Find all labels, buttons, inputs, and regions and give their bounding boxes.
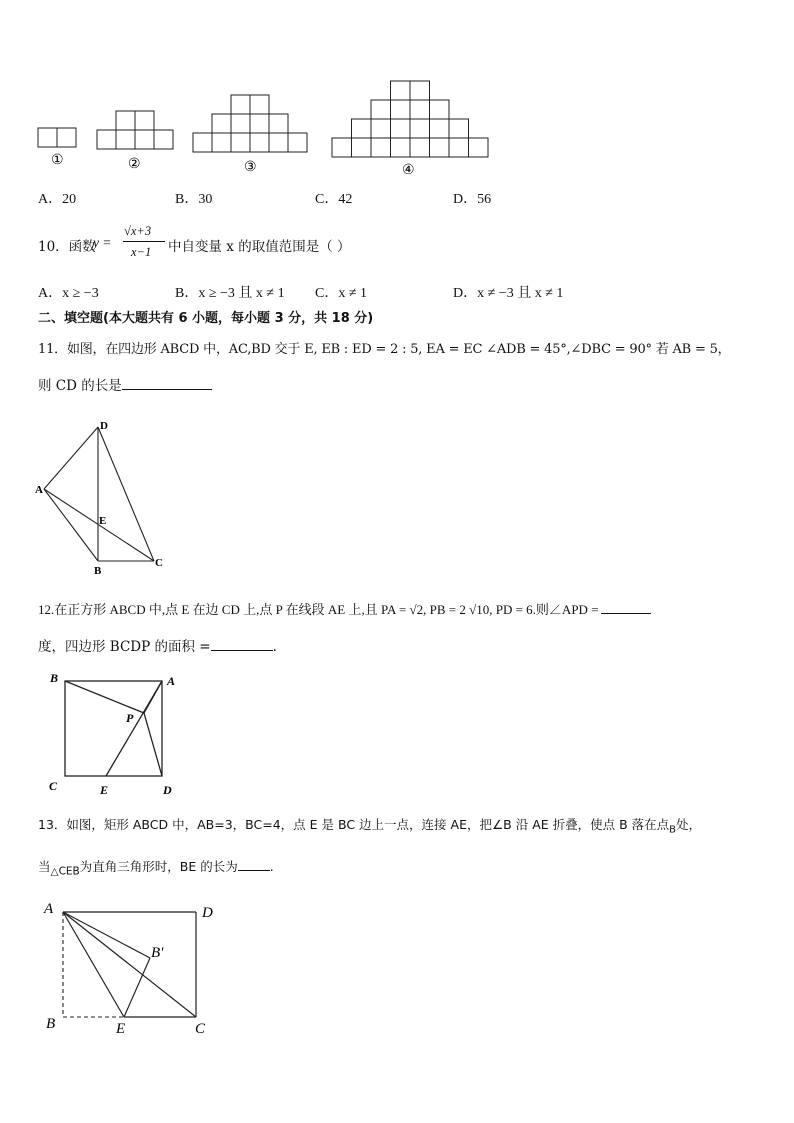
section-2-heading: 二、填空题(本大题共有 6 小题，每小题 3 分，共 18 分) <box>38 311 374 326</box>
q13-line1 <box>38 815 701 836</box>
q13-line2-a: 当 <box>38 859 51 874</box>
q13-figure <box>40 895 230 1040</box>
q10-numerator: √x+3 <box>124 224 152 238</box>
q13-line1-sub: B <box>669 824 677 836</box>
pattern-label-2: ② <box>128 157 141 172</box>
q13-label-a: A <box>44 901 54 917</box>
q13-label-d: D <box>202 905 213 921</box>
q12-figure <box>44 670 184 800</box>
q12-line1-text: 12.在正方形 ABCD 中,点 E 在边 CD 上,点 P 在线段 AE 上,且 PA = √2, PB = 2 √10, PD = 6.则∠APD = <box>38 602 599 617</box>
q13-label-bprime: B' <box>151 945 164 961</box>
q13-label-c: C <box>195 1021 206 1037</box>
q9-option-a: A．20 <box>38 192 77 207</box>
q13-line2-triangle: △CEB <box>50 865 80 878</box>
q13-label-b: B <box>46 1016 56 1032</box>
q9-option-c: C．42 <box>315 192 353 207</box>
q12-angle-blank <box>601 599 651 614</box>
q12-line2 <box>38 635 277 655</box>
q11-line2 <box>38 374 212 394</box>
q11-label-c: C <box>155 557 163 569</box>
q11-line2-text: 则 CD 的长是 <box>38 378 122 394</box>
pattern-label-4: ④ <box>402 163 415 178</box>
q13-answer-blank <box>238 856 270 871</box>
q12-label-d: D <box>163 783 172 797</box>
q12-label-c: C <box>49 779 58 793</box>
q10-prefix: 10．函数 <box>38 239 96 255</box>
q10-fraction-bar <box>123 241 165 242</box>
q12-label-b: B <box>50 671 59 685</box>
q11-label-e: E <box>99 515 107 527</box>
q10-option-a: A．x ≥ −3 <box>38 286 99 301</box>
square-pattern-figure <box>30 70 510 185</box>
q10-y-eq: y = <box>93 235 112 250</box>
q9-option-b: B．30 <box>175 192 213 207</box>
q11-line1: 11．如图，在四边形 ABCD 中，AC,BD 交于 E, EB : ED = 2 : 5, EA = EC ∠ADB = 45°,∠DBC = 90° 若 AB = 5， <box>38 342 731 357</box>
pattern-label-1: ① <box>51 153 64 168</box>
q10-option-b: B．x ≥ −3 且 x ≠ 1 <box>175 286 285 301</box>
q11-label-a: A <box>35 484 43 496</box>
q10-denominator: x−1 <box>131 245 152 259</box>
q13-line2 <box>38 856 274 878</box>
q10-option-d: D．x ≠ −3 且 x ≠ 1 <box>453 286 564 301</box>
q13-line2-b: 为直角三角形时，BE 的长为 <box>79 859 238 874</box>
q12-label-a: A <box>167 674 176 688</box>
q12-line2-text: 度，四边形 BCDP 的面积 = <box>38 639 211 655</box>
q11-label-d: D <box>100 420 108 432</box>
q10-option-c: C．x ≠ 1 <box>315 286 368 301</box>
q12-label-p: P <box>126 711 134 725</box>
q11-figure <box>34 416 174 578</box>
q12-label-e: E <box>100 783 109 797</box>
q10-suffix: 中自变量 x 的取值范围是（ ） <box>168 239 351 255</box>
q9-option-d: D．56 <box>453 192 492 207</box>
q13-line1-text: 13．如图，矩形 ABCD 中，AB=3，BC=4，点 E 是 BC 边上一点，连接 AE，把∠B 沿 AE 折叠，使点 B 落在点 <box>38 817 670 832</box>
q13-line1-end: 处， <box>676 817 702 832</box>
q11-answer-blank <box>122 375 212 390</box>
q12-line1 <box>38 599 651 618</box>
q12-area-blank <box>211 636 273 651</box>
q13-label-e: E <box>116 1021 126 1037</box>
q13-line2-c: . <box>269 859 274 874</box>
pattern-label-3: ③ <box>244 160 257 175</box>
q11-label-b: B <box>94 565 102 577</box>
q12-line2-end: . <box>272 639 277 655</box>
